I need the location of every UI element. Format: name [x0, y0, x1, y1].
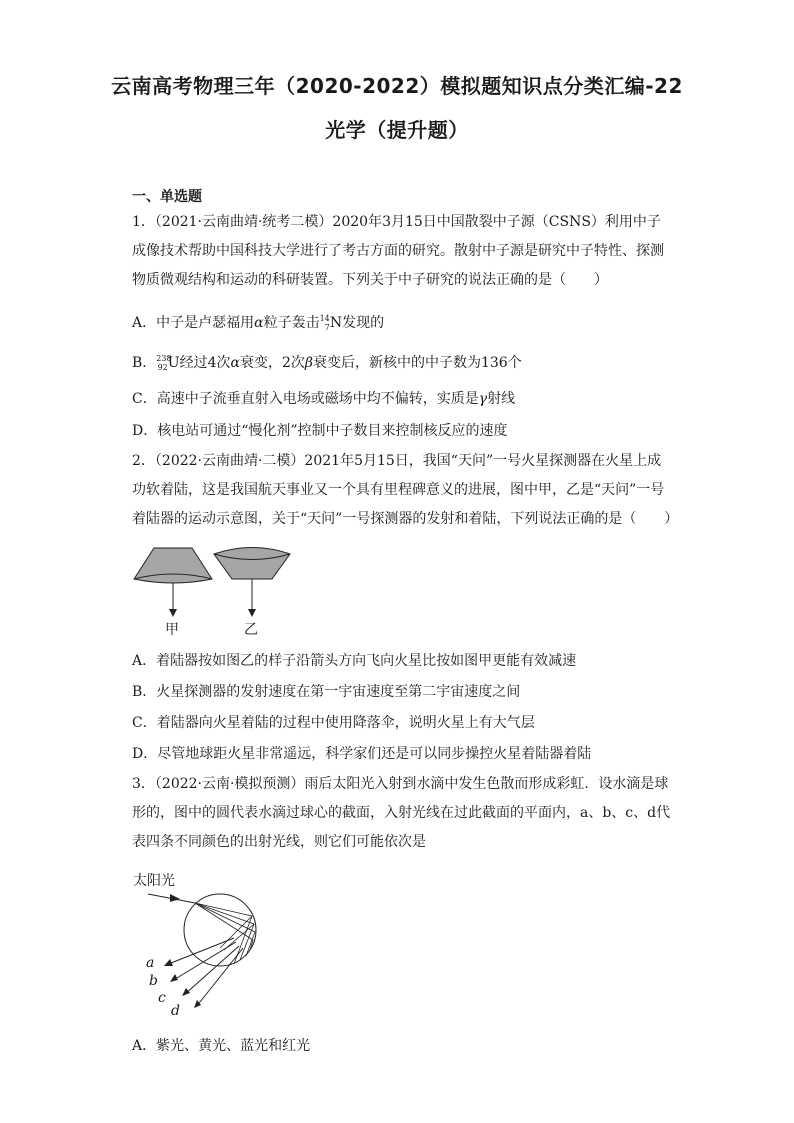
mass-number: 14 — [319, 314, 330, 323]
lander-b-shape — [214, 548, 290, 580]
figure-title-sunlight: 太阳光 — [133, 873, 175, 889]
option-text: 射线 — [487, 391, 516, 407]
section-heading: 一、单选题 — [132, 189, 202, 205]
question-3-option-a: A．紫光、黄光、蓝光和红光 — [132, 1038, 311, 1054]
option-text: 发现的 — [342, 315, 385, 331]
option-text: 粒子轰击 — [263, 315, 320, 331]
question-2-option-b: B．火星探测器的发射速度在第一宇宙速度至第二宇宙速度之间 — [132, 684, 521, 700]
question-3-stem: 3．（2022·云南·模拟预测）雨后太阳光入射到水滴中发生色散而形成彩虹．设水滴是球形的，图中的圆代表水滴过球心的截面，入射光线在过此截面的平面内，a、b、c、d代表四条不同颜色的出射光线，则它们可能依次是 — [132, 776, 671, 850]
question-1-option-b — [132, 352, 522, 372]
ray-label-b: b — [149, 973, 158, 989]
page-title: 云南高考物理三年（2020-2022）模拟题知识点分类汇编-22 — [111, 74, 683, 98]
question-2-stem: 2．（2022·云南曲靖·二模）2021年5月15日，我国“天问”一号火星探测器在火星上成功软着陆，这是我国航天事业又一个具有里程碑意义的进展，图中甲，乙是“天问”一号着陆器的运动示意图，关于“天问”一号探测器的发射和着陆，下列说法正确的是（ ） — [132, 453, 679, 527]
arrow-right-icon — [170, 894, 180, 902]
ray-arrow-icon — [170, 974, 178, 982]
gamma-symbol: γ — [478, 391, 488, 407]
question-1-stem: 1．（2021·云南曲靖·统考二模）2020年3月15日中国散裂中子源（CSNS）利用中子成像技术帮助中国科技大学进行了考古方面的研究。散射中子源是研究中子特性、探测物质微观结构和运动的科研装置。下列关于中子研究的说法正确的是（ ） — [132, 214, 664, 288]
question-2-option-c: C．着陆器向火星着陆的过程中使用降落伞，说明火星上有大气层 — [132, 715, 535, 731]
question-2-option-a: A．着陆器按如图乙的样子沿箭头方向飞向火星比按如图甲更能有效减速 — [132, 653, 577, 669]
option-text: B． — [132, 355, 157, 371]
question-1-option-c — [132, 388, 515, 408]
ray-label-d: d — [171, 1003, 180, 1019]
lander-a-shape — [134, 548, 212, 583]
page-subtitle: 光学（提升题） — [325, 118, 469, 142]
arrow-down-icon — [169, 609, 177, 617]
ray-arrow-icon — [182, 988, 190, 996]
alpha-symbol: α — [230, 355, 240, 371]
lander-diagram — [132, 543, 292, 638]
element-symbol: N — [329, 315, 343, 331]
option-text: 衰变后，新核中的中子数为136个 — [312, 355, 522, 371]
arrow-down-icon — [248, 609, 256, 617]
water-drop-circle — [184, 894, 256, 966]
option-text: C．高速中子流垂直射入电场或磁场中均不偏转，实质是 — [132, 391, 479, 407]
mass-number: 238 — [156, 354, 172, 363]
ray-label-a: a — [146, 955, 155, 971]
beta-symbol: β — [304, 355, 313, 371]
option-text: 经过4次 — [179, 355, 231, 371]
figure-label-a: 甲 — [165, 622, 179, 638]
option-text: A．中子是卢瑟福用 — [132, 315, 255, 331]
element-symbol: U — [167, 355, 180, 371]
question-1-option-d: D．核电站可通过“慢化剂”控制中子数目来控制核反应的速度 — [132, 423, 508, 439]
ray-arrow-icon — [194, 1000, 201, 1008]
atomic-number: 92 — [157, 363, 168, 372]
question-1-option-a — [132, 312, 384, 332]
question-2-option-d: D．尽管地球距火星非常遥远，科学家们还是可以同步操控火星着陆器着陆 — [132, 746, 592, 762]
alpha-symbol: α — [254, 315, 264, 331]
atomic-number: 7 — [324, 323, 330, 332]
option-text: 衰变，2次 — [239, 355, 305, 371]
figure-label-b: 乙 — [244, 622, 258, 638]
ray-label-c: c — [158, 990, 166, 1006]
